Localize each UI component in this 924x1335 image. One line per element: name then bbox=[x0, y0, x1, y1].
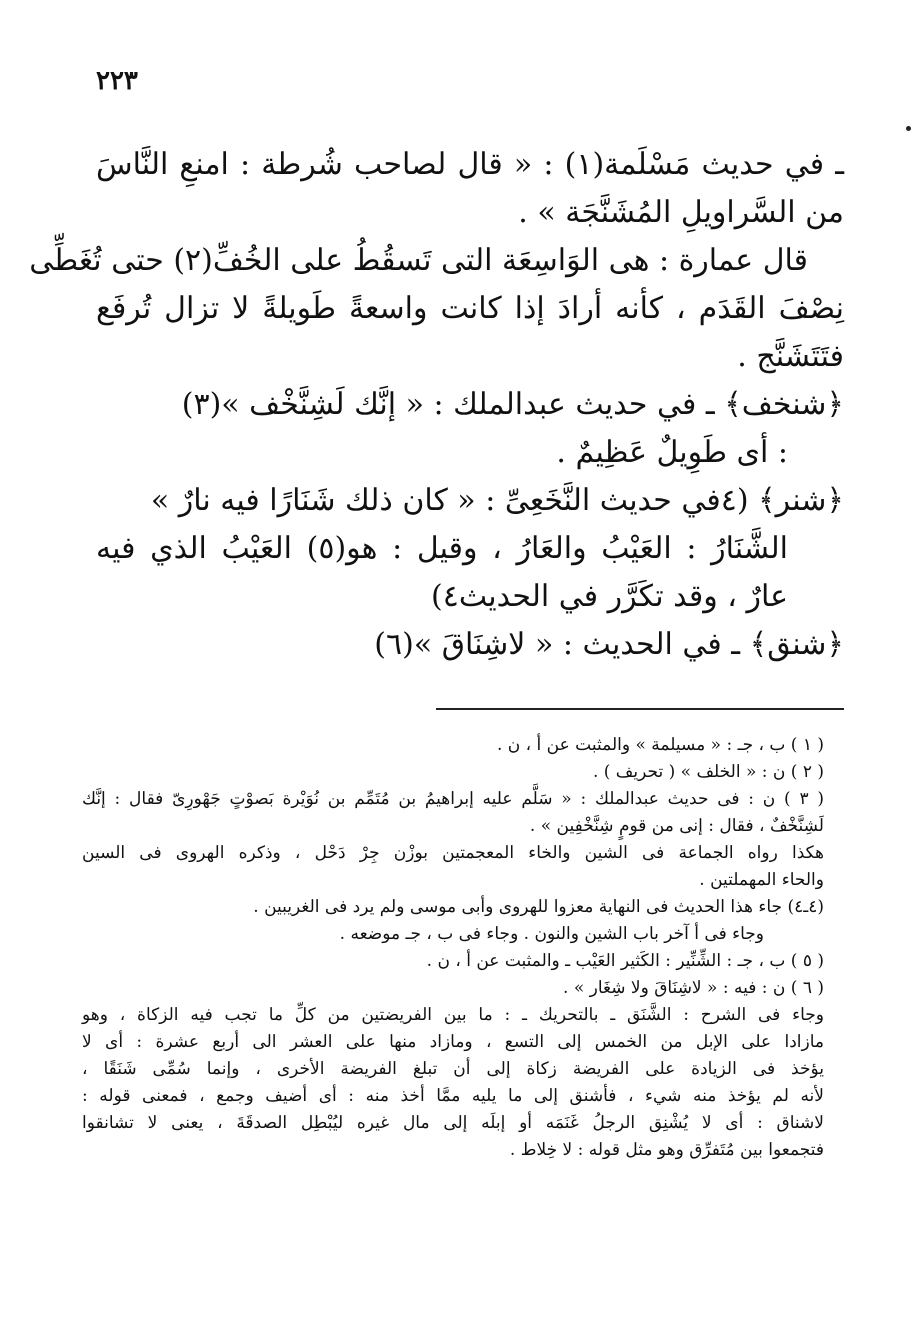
footnote-line: هكذا رواه الجماعة فى الشين والخاء المعجمتين بوزْن جِرْ دَحْل ، وذكره الهروى فى السين bbox=[82, 843, 824, 863]
footnote-line: لَشِنَّخْفٌ ، فقال : إنى من قومٍ شِنَّخْفِين » . bbox=[529, 816, 824, 836]
footnote-line: يؤخذ فى الزيادة على الفريضة زكاة إلى أن تبلغ الفريضة الأخرى ، وإنما سُمِّى شَنَقًا ، bbox=[82, 1059, 824, 1079]
entry-shinkhif: ﴿شنخف﴾ ـ في حديث عبدالملك : « إنَّك لَشِنَّخْف »(٣) bbox=[181, 387, 844, 422]
margin-mark bbox=[906, 126, 911, 131]
footnote-line: والحاء المهملتين . bbox=[699, 870, 824, 890]
footnote-separator bbox=[436, 708, 844, 710]
footnote-line: وجاء فى أ آخر باب الشين والنون . وجاء فى ب ، جـ موضعه . bbox=[339, 924, 764, 944]
entry-shanar: ﴿شنر﴾ (٤في حديث النَّخَعِىِّ : « كان ذلك شَنَارًا فيه نارٌ » bbox=[150, 483, 844, 518]
footnote-line: مازادا على الإبل من الخمس إلى التسع ، ومازاد منها على العشر الى أربع عشرة : أى لا bbox=[82, 1032, 824, 1052]
footnote-line: لأنه لم يؤخذ منه شيء ، فأشنق إلى ما يليه ممَّا أخذ منه : أى أضيف وجمع ، فمعنى قوله : bbox=[82, 1086, 824, 1106]
main-text bbox=[29, 147, 844, 678]
body-line: من السَّراويلِ المُشَنَّجَة » . bbox=[518, 195, 844, 230]
footnote-line: وجاء فى الشرح : الشَّنَق ـ بالتحريك ـ : ما بين الفريضتين من كلِّ ما تجب فيه الزكاة ، وهو bbox=[82, 1005, 824, 1025]
footnote-line: فتجمعوا بين مُتَفرِّق وهو مثل قوله : لا خِلاط . bbox=[509, 1140, 824, 1160]
page-number: ٢٢٣ bbox=[96, 66, 138, 96]
body-line: نِصْفَ القَدَم ، كأنه أرادَ إذا كانت واسعةً طَويلةً لا تزال تُرفَع bbox=[96, 291, 844, 326]
body-line: : أى طَوِيلٌ عَظِيمٌ . bbox=[556, 435, 788, 470]
body-line: الشَّنَارُ : العَيْبُ والعَارُ ، وقيل : هو(٥) العَيْبُ الذي فيه bbox=[96, 531, 789, 566]
footnote-line: ( ٢ ) ن : « الخلف » ( تحريف ) . bbox=[592, 762, 824, 782]
footnote-line: لاشناق : أى لا يُشْنِق الرجلُ غَنَمَه أو إبلَه إلى مال غيره ليُبْطِل الصدقَةَ ، يعنى لا تشانقوا bbox=[82, 1113, 824, 1133]
footnote-line: ( ١ ) ب ، جـ : « مسيلمة » والمثبت عن أ ، ن . bbox=[496, 735, 824, 755]
footnote-line: ( ٣ ) ن : فى حديث عبدالملك : « سَلَّم عليه إبراهيمُ بن مُتَمِّم بن نُوَيْرة بَصوْتٍ جَهْورِىّ فقال : إنَّك bbox=[82, 789, 824, 809]
body-line: ـ في حديث مَسْلَمة(١) : « قال لصاحب شُرطة : امنعِ النَّاسَ bbox=[96, 147, 844, 182]
footnote-line: ( ٥ ) ب ، جـ : الشِّنِّير : الكَثير العَيْب ـ والمثبت عن أ ، ن . bbox=[426, 951, 824, 971]
footnotes bbox=[82, 736, 824, 1168]
body-line: قال عمارة : هى الوَاسِعَة التى تَسقُطُ على الخُفِّ(٢) حتى تُغَطِّى bbox=[29, 243, 808, 278]
footnote-line: ( ٦ ) ن : فيه : « لاشِنَاقَ ولا شِغَار » . bbox=[563, 978, 824, 998]
footnote-line: (٤ـ٤) جاء هذا الحديث فى النهاية معزوا للهروى وأبى موسى ولم يرد فى الغريبين . bbox=[253, 897, 824, 917]
entry-shanaq: ﴿شنق﴾ ـ في الحديث : « لاشِنَاقَ »(٦) bbox=[374, 627, 844, 662]
body-line: فتَتَشَنَّج . bbox=[737, 339, 844, 374]
body-line: عارٌ ، وقد تكَرَّر في الحديث٤) bbox=[430, 579, 788, 614]
